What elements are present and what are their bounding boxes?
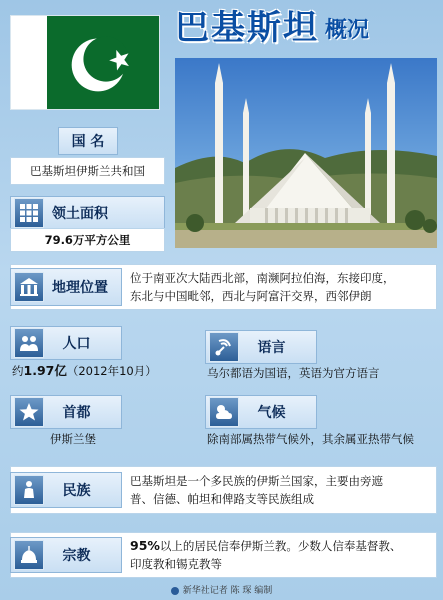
dome-icon — [14, 540, 44, 570]
mosque-photo — [175, 58, 437, 248]
country-name-panel — [10, 157, 165, 185]
xinhua-logo-icon — [171, 587, 179, 595]
capital-value: 伊斯兰堡 — [50, 432, 96, 446]
climate-label-box — [205, 395, 317, 429]
ethnicity-line-1: 巴基斯坦是一个多民族的伊斯兰国家，主要由旁遮 — [130, 474, 383, 488]
religion-text — [130, 537, 435, 573]
ethnicity-line-2: 普、信德、帕坦和俾路支等民族组成 — [130, 492, 314, 506]
language-value: 乌尔都语为国语，英语为官方语言 — [207, 366, 380, 380]
religion-line-1 — [130, 537, 435, 555]
star-icon — [14, 397, 44, 427]
population-prefix: 约 — [12, 364, 24, 378]
religion-percent: 95% — [130, 538, 160, 553]
population-label-box — [10, 326, 122, 360]
people-icon — [14, 328, 44, 358]
language-label: 语言 — [257, 340, 286, 356]
capital-label-box — [10, 395, 122, 429]
climate-label: 气候 — [257, 405, 286, 421]
location-line-2: 东北与中国毗邻，西北与阿富汗交界，西邻伊朗 — [130, 289, 372, 303]
title-sub: 概况 — [325, 18, 370, 43]
title-main: 巴基斯坦 — [175, 8, 319, 48]
location-label: 地理位置 — [52, 280, 108, 296]
climate-value: 除南部属热带气候外，其余属亚热带气候 — [207, 432, 414, 446]
map-grid-icon — [14, 198, 44, 228]
religion-label: 宗教 — [62, 548, 91, 564]
footer-text: 新华社记者 陈 琛 编制 — [182, 586, 273, 596]
area-label-box — [10, 196, 165, 230]
population-number: 1.97亿 — [23, 363, 67, 378]
ethnicity-text — [130, 472, 435, 508]
population-date: （2012年10月） — [66, 364, 157, 378]
religion-line-1-rest: 以上的居民信奉伊斯兰教。少数人信奉基督教、 — [159, 539, 402, 553]
person-icon — [14, 475, 44, 505]
ethnicity-label: 民族 — [62, 483, 91, 499]
footer-credit — [0, 582, 443, 600]
flag-green-field — [47, 16, 159, 109]
location-label-box — [10, 268, 122, 306]
broadcast-icon — [209, 332, 239, 362]
location-text — [130, 269, 435, 305]
religion-label-box — [10, 537, 122, 573]
country-name-label-box — [58, 127, 118, 155]
country-name-value: 巴基斯坦伊斯兰共和国 — [30, 164, 145, 178]
capital-label: 首都 — [62, 405, 91, 421]
pakistan-flag — [10, 15, 160, 110]
flag-white-band — [11, 16, 47, 109]
page-title — [175, 8, 443, 48]
area-panel — [10, 228, 165, 252]
area-label: 领土面积 — [52, 206, 108, 222]
population-label: 人口 — [62, 336, 91, 352]
country-name-label: 国 名 — [71, 134, 105, 150]
crescent-star-icon — [47, 16, 159, 109]
area-value: 79.6万平方公里 — [44, 233, 131, 247]
ethnicity-label-box — [10, 472, 122, 508]
weather-icon — [209, 397, 239, 427]
religion-line-2: 印度教和锡克教等 — [130, 557, 222, 571]
location-line-1: 位于南亚次大陆西北部，南濒阿拉伯海，东接印度， — [130, 271, 395, 285]
language-label-box — [205, 330, 317, 364]
population-value — [12, 362, 202, 380]
building-icon — [14, 272, 44, 302]
